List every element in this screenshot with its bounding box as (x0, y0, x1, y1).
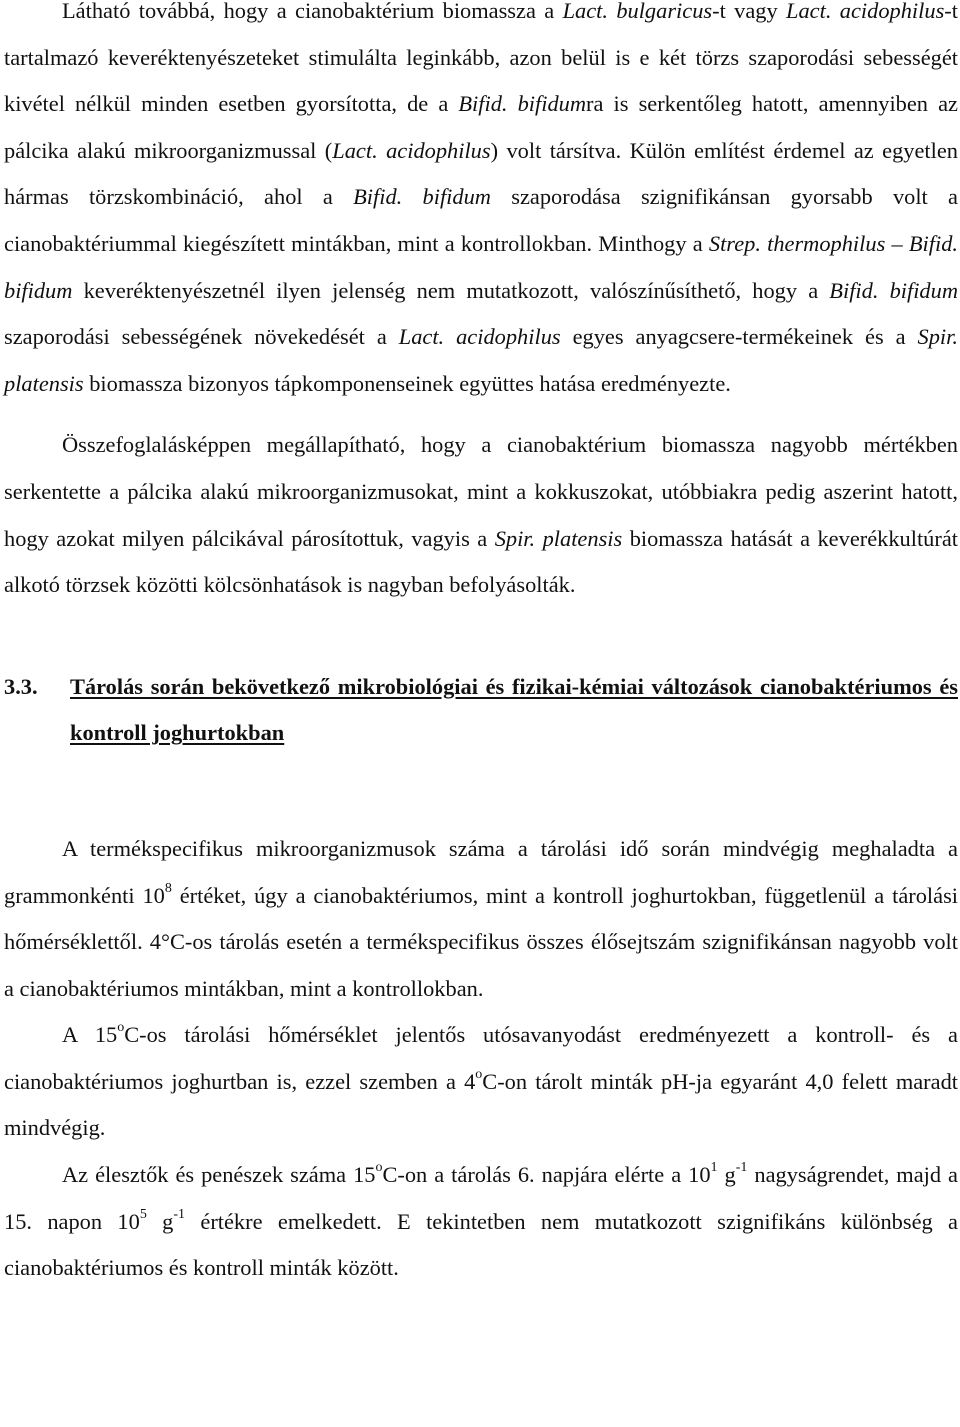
paragraph-1-text: ra is serkentőleg hatott, amennyiben az pálcika alakú mikroorganizmussal ( (4, 91, 958, 163)
species-name: Lact. acidophilus (332, 137, 491, 163)
paragraph-1-text: szaporodása szignifikánsan gyorsabb volt a cianobaktériummal kiegészített mintákban, mint a kontrollokban. Minthogy a (4, 184, 958, 256)
paragraph-5-text: nagyságrendet, majd a 15. napon 10 (4, 1162, 958, 1234)
paragraph-1-text: -t tartalmazó keveréktenyészeteket stimulálta leginkább, azon belül is e két törzs szaporodási sebességét kivétel nélkül minden esetben gyorsította, de a (4, 0, 958, 117)
superscript: -1 (735, 1160, 748, 1176)
paragraph-1-text: szaporodási sebességének növekedését a (4, 324, 399, 350)
paragraph-4-text: C-os tárolási hőmérséklet jelentős utósavanyodást eredményezett a kontroll- és a cianobaktériumos joghurtban is, ezzel szemben a 4 (4, 1022, 958, 1094)
paragraph-5-text: Az élesztők és penészek száma 15 (62, 1162, 376, 1188)
paragraph-2-text: biomassza hatását a keverékkultúrát alkotó törzsek közötti kölcsönhatások is nagyban befolyásolták. (4, 525, 958, 598)
paragraph-4-text: C-on tárolt minták pH-ja egyaránt 4,0 felett maradt mindvégig. (4, 1068, 958, 1141)
superscript: o (117, 1020, 125, 1036)
paragraph-2-text: Összefoglalásképpen megállapítható, hogy a cianobaktérium biomassza nagyobb mértékben serkentette a pálcika alakú mikroorganizmusokat, mint a kokkuszokat, utóbbiakra pedig aszerint hatott, hogy azokat milyen pálcikával párosítottuk, vagyis a (4, 432, 958, 551)
species-name: Strep. thermophilus (708, 230, 886, 256)
species-name: Lact. acidophilus (786, 0, 945, 23)
paragraph-1-text: -t vagy (712, 0, 787, 23)
paragraph-5-text: C-on a tárolás 6. napjára elérte a 10 (382, 1162, 711, 1188)
paragraph-1-text: Látható továbbá, hogy a cianobaktérium biomassza a (62, 0, 563, 23)
superscript: o (475, 1066, 483, 1082)
species-name: Bifid. bifidum (353, 184, 491, 210)
superscript: 1 (710, 1160, 718, 1176)
species-name: Bifid. bifidum (4, 230, 958, 303)
species-name: Bifid. bifidum (458, 91, 587, 117)
section-number: 3.3. (4, 673, 38, 699)
paragraph-4-text: A 15 (62, 1022, 118, 1048)
paragraph-1-text: – (885, 230, 909, 256)
paragraph-3-text: A termékspecifikus mikroorganizmusok száma a tárolási idő során mindvégig meghaladta a grammonkénti 10 (4, 835, 958, 908)
species-name: Spir. platensis (494, 525, 623, 551)
species-name: Lact. acidophilus (398, 324, 561, 350)
paragraph-1-text: ) volt társítva. Külön említést érdemel az egyetlen hármas törzskombináció, ahol a (4, 137, 958, 210)
species-name: Spir. platensis (4, 324, 958, 396)
section-heading (4, 664, 958, 757)
superscript: 8 (164, 880, 172, 896)
paragraph-2 (4, 422, 958, 608)
paragraph-1-text: keveréktenyészetnél ilyen jelenség nem mutatkozott, valószínűsíthető, hogy a (72, 277, 830, 303)
superscript: -1 (173, 1206, 186, 1222)
document-page (4, 0, 958, 1292)
paragraph-1-text: biomassza bizonyos tápkomponenseinek együttes hatása eredményezte. (83, 370, 731, 396)
section-title: Tárolás során bekövetkező mikrobiológiai és fizikai-kémiai változások cianobaktériumos és kontroll joghurtokban (70, 673, 958, 746)
paragraph-5-text: g (717, 1162, 736, 1188)
paragraph-5 (4, 1152, 958, 1292)
paragraph-4 (4, 1012, 958, 1152)
superscript: o (375, 1160, 383, 1176)
paragraph-1-text: egyes anyagcsere-termékeinek és a (560, 324, 918, 350)
species-name: Lact. bulgaricus (562, 0, 713, 23)
paragraph-3-text: értéket, úgy a cianobaktériumos, mint a kontroll joghurtokban, függetlenül a tárolási hőmérséklettől. 4°C-os tárolás esetén a termékspecifikus összes élősejtszám szignifikánsan nagyobb volt a cianobaktériumos mintákban, mint a kontrollokban. (4, 882, 958, 1001)
paragraph-1 (4, 0, 958, 407)
species-name: Bifid. bifidum (829, 277, 958, 303)
paragraph-5-text: értékre emelkedett. E tekintetben nem mutatkozott szignifikáns különbség a cianobaktériumos és kontroll minták között. (4, 1208, 958, 1281)
paragraph-5-text: g (146, 1208, 174, 1234)
superscript: 5 (139, 1206, 147, 1222)
paragraph-3 (4, 826, 958, 1012)
